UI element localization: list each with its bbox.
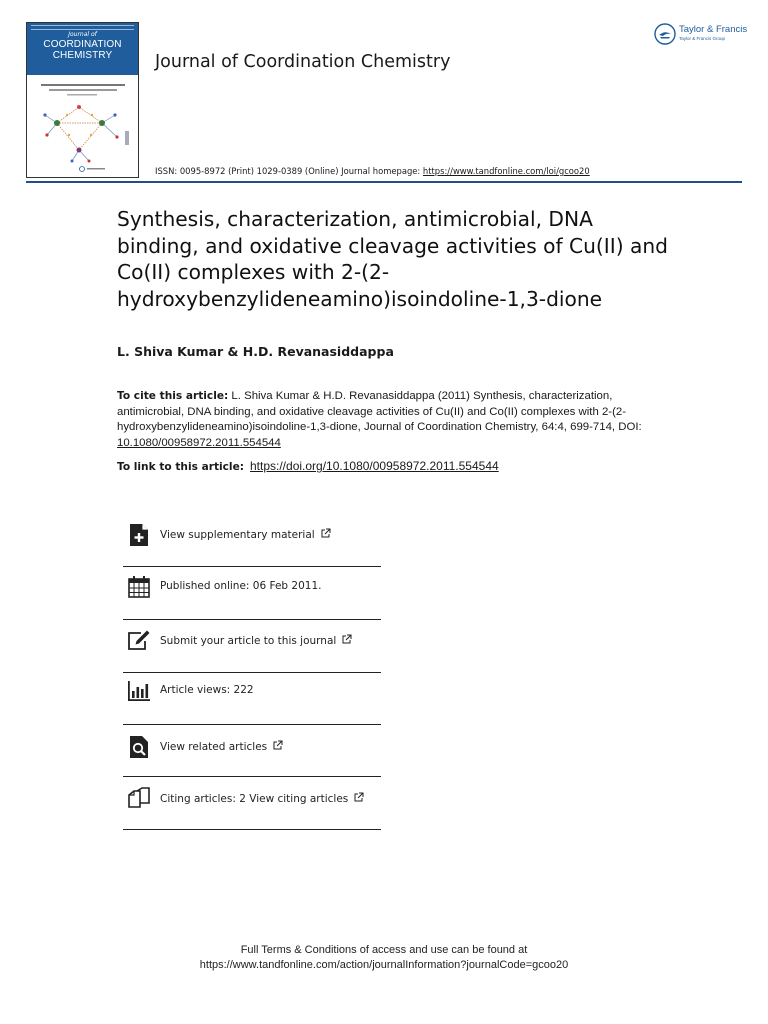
issn-text: ISSN: 0095-8972 (Print) 1029-0389 (Online) Journal homepage: (155, 166, 423, 176)
cover-molecule-illustration (27, 75, 138, 177)
submit-article-row[interactable] (123, 621, 381, 661)
meta-divider (123, 724, 381, 725)
article-views-row (123, 671, 381, 711)
citation-block (117, 389, 647, 451)
submit-article-label: Submit your article to this journal (160, 635, 337, 647)
meta-divider (123, 776, 381, 777)
journal-cover (26, 22, 139, 178)
published-online-row (123, 567, 381, 607)
cite-doi-link[interactable]: 10.1080/00958972.2011.554544 (117, 436, 281, 449)
publisher-logo-icon (654, 23, 676, 45)
journal-homepage-link[interactable]: https://www.tandfonline.com/loi/gcoo20 (422, 166, 590, 176)
external-link-icon (320, 528, 331, 539)
cover-title-line1: COORDINATION (43, 39, 122, 50)
article-title: Synthesis, characterization, antimicrobial, DNA binding, and oxidative cleavage activities of Cu(II) and Co(II) complexes with 2-(2-hydroxybenzylideneamino)isoindoline-1,3-dione (117, 207, 668, 311)
citing-articles-row[interactable] (123, 779, 381, 819)
external-link-icon (353, 792, 364, 803)
related-articles-label: View related articles (160, 741, 268, 753)
meta-divider (123, 829, 381, 830)
article-views-label: Article views: 222 (160, 684, 254, 696)
cover-journal-line: Journal of (68, 31, 97, 38)
search-document-icon (127, 735, 151, 759)
published-online-label: Published online: 06 Feb 2011. (160, 580, 322, 592)
article-link-line (117, 459, 499, 473)
header-rule (26, 181, 742, 183)
citing-icon (127, 787, 151, 811)
bar-chart-icon (127, 679, 151, 703)
cover-title-line2: CHEMISTRY (52, 50, 113, 61)
footer-terms-text: Full Terms & Conditions of access and use can be found at (240, 944, 528, 956)
calendar-icon (127, 575, 151, 599)
cite-text: L. Shiva Kumar & H.D. Revanasiddappa (2011) Synthesis, characterization, antimicrobial, DNA binding, and oxidative cleavage activities of Cu(II) and Co(II) complexes with 2-(2-hydroxybenzylideneamino)isoindoline-1,3-dione, Journal of Coordination Chemistry, 64:4, 699-714, DOI: (117, 390, 642, 433)
footer-terms-url[interactable]: https://www.tandfonline.com/action/journalInformation?journalCode=gcoo20 (199, 959, 569, 971)
publisher-name: Taylor & Francis (679, 24, 748, 35)
footer (0, 943, 768, 973)
cover-header-strip (31, 25, 134, 30)
related-articles-row[interactable] (123, 727, 381, 767)
link-label: To link to this article: (117, 461, 244, 473)
citing-articles-label: Citing articles: 2 View citing articles (160, 793, 349, 805)
publisher-group: Taylor & Francis Group (679, 36, 726, 41)
edit-icon (127, 629, 151, 653)
external-link-icon (272, 740, 283, 751)
cite-label: To cite this article: (117, 390, 229, 402)
article-authors: L. Shiva Kumar & H.D. Revanasiddappa (117, 344, 394, 359)
external-link-icon (341, 634, 352, 645)
file-plus-icon (127, 523, 151, 547)
supplementary-material-row[interactable] (123, 515, 381, 555)
cover-title-band (27, 23, 138, 75)
journal-title: Journal of Coordination Chemistry (155, 52, 451, 72)
supplementary-material-label: View supplementary material (160, 529, 315, 541)
issn-line (155, 166, 590, 176)
article-doi-link[interactable]: https://doi.org/10.1080/00958972.2011.554544 (250, 459, 499, 473)
